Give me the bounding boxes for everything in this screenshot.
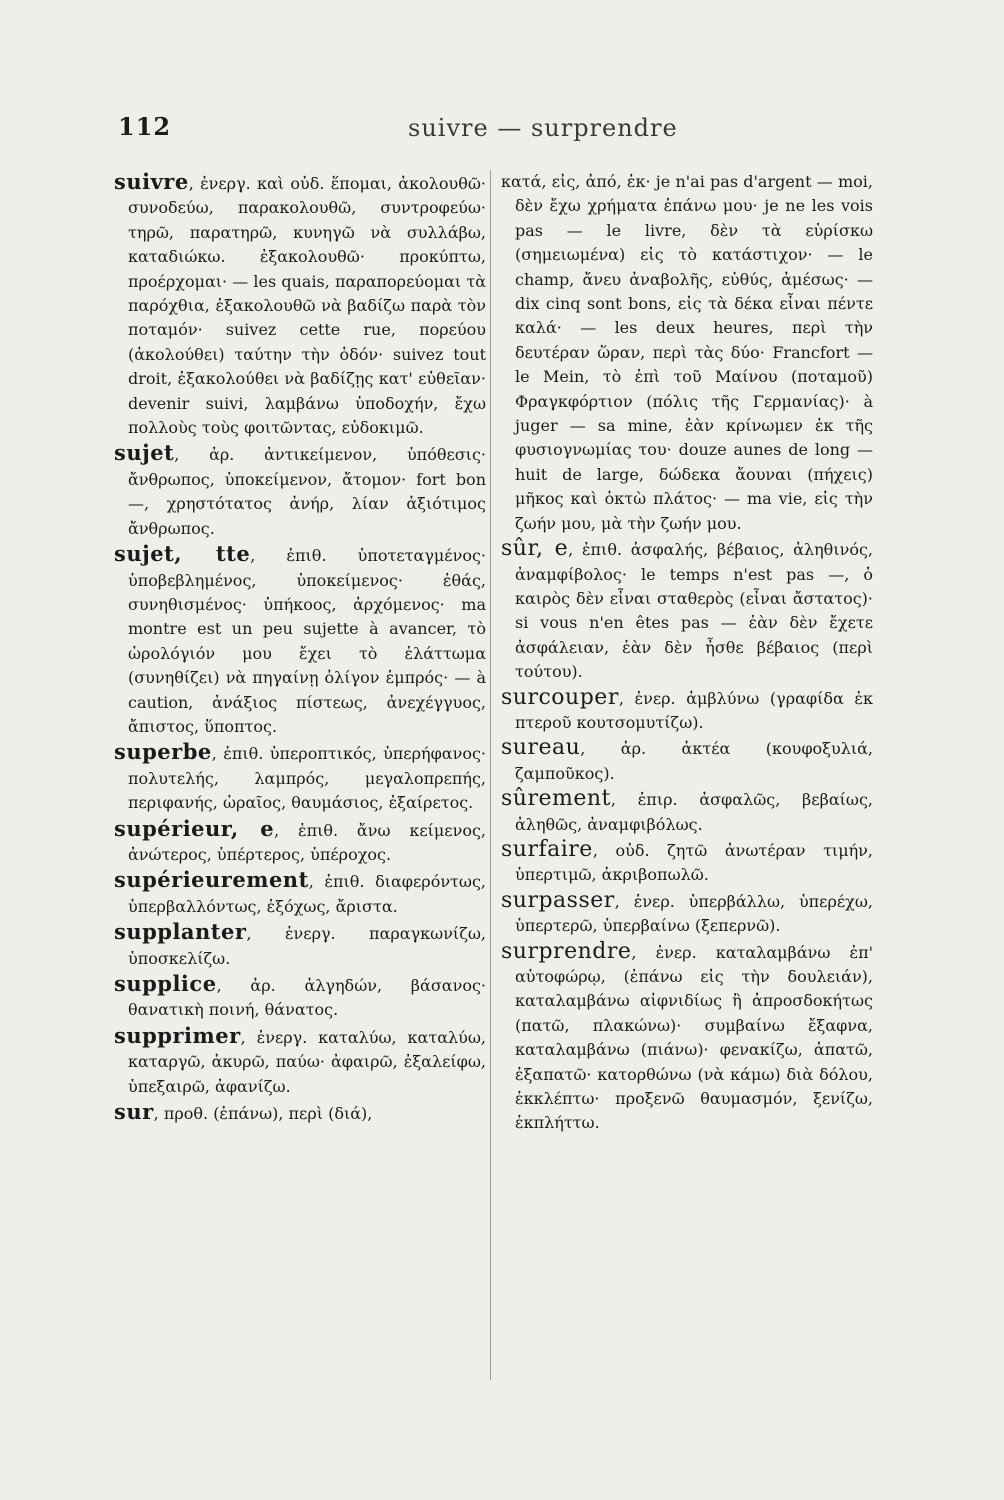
entry-headword: surfaire: [501, 836, 593, 862]
entry-definition: , ἐπιθ. ὑπεροπτικός, ὑπερήφανος· πολυτελής, λαμπρός, μεγαλοπρεπής, περιφανής, ὡραῖος, θαυμάσιος, ἐξαίρετος.: [128, 744, 486, 813]
entry-definition: κατά, εἰς, ἀπό, ἐκ· je n'ai pas d'argent — moi, δὲν ἔχω χρήματα ἐπάνω μου· je ne les vois pas — le livre, δὲν τὰ εὑρίσκω (σημειωμένα) εἰς τὸ κατάστιχον· — le champ, ἄνευ ἀναβολῆς, εὐθύς, ἀμέσως· — dix cinq sont bons, εἰς τὰ δέκα εἶναι πέντε καλά· — les deux heures, περὶ τὴν δευτέραν ὥραν, περὶ τὰς δύο· Francfort — le Mein, τὸ ἐπὶ τοῦ Μαίνου (ποταμοῦ) Φραγκφόρτιον (πόλις τῆς Γερμανίας)· à juger — sa mine, ἐὰν κρίνωμεν ἐκ τῆς φυσιογνωμίας του· douze aunes de long — huit de large, δώδεκα ἄουναι (πήχεις) μῆκος καὶ ὀκτὼ πλάτος· — ma vie, εἰς τὴν ζωήν μου, μὰ τὴν ζωήν μου.: [501, 172, 873, 533]
dictionary-entry: [501, 170, 873, 536]
entry-definition: , ἐπιθ. ἄνω κείμενος, ἀνώτερος, ὑπέρτερος, ὑπέροχος.: [128, 820, 486, 864]
dictionary-entry: [114, 972, 486, 1023]
left-column: [114, 170, 486, 1127]
dictionary-entry: [114, 817, 486, 868]
entry-headword: sûr, e: [501, 536, 569, 562]
entry-definition: , ἐπιθ. ὑποτεταγμένος· ὑποβεβλημένος, ὑποκείμενος· ἐθάς, συνηθισμένος· ὑπήκοος, ἀρχόμενος· ma montre est un peu sujette à avancer, τὸ ὡρολόγιόν μου ἔχει τὸ ἐλάττωμα (συνηθίζει) νὰ πηγαίνῃ ὀλίγον ἐμπρός· — à caution, ἀνάξιος πίστεως, ἀνεχέγγυος, ἄπιστος, ὕποπτος.: [128, 546, 486, 736]
entry-definition: , ἐνερ. καταλαμβάνω ἐπ' αὐτοφώρῳ, (ἐπάνω εἰς τὴν δουλειάν), καταλαμβάνω αἰφνιδίως ἢ ἀπροσδοκήτως (πατῶ, πλακώνω)· συμβαίνω ἔξαφνα, καταλαμβάνω (πιάνω)· φενακίζω, ἀπατῶ, ἐξαπατῶ· κατορθώνω (νὰ κάμω) διὰ δόλου, ἐκκλέπτω· προξενῶ θαυμασμόν, ξενίζω, ἐκπλήττω.: [515, 942, 873, 1133]
dictionary-entry: [501, 537, 873, 684]
entry-definition: , ἐνερ. ἀμβλύνω (γραφίδα ἐκ πτεροῦ κουτσομυτίζω).: [515, 688, 873, 732]
entry-headword: sureau: [501, 735, 581, 761]
dictionary-entry: [501, 686, 873, 736]
entry-headword: surpasser: [501, 887, 615, 913]
dictionary-entry: [114, 920, 486, 971]
dictionary-entry: [501, 940, 873, 1136]
entry-definition: , ἀρ. ἀλγηδών, βάσανος· θανατικὴ ποινή, θάνατος.: [128, 976, 486, 1020]
entry-headword: suivre: [114, 169, 189, 194]
entry-headword: sujet: [114, 440, 175, 466]
dictionary-entry: [114, 170, 486, 440]
dictionary-entry: [501, 889, 873, 939]
entry-definition: , οὐδ. ζητῶ ἀνωτέραν τιμήν, ὑπερτιμῶ, ἀκριβοπωλῶ.: [515, 840, 873, 885]
entry-definition: , ἐπιρ. ἀσφαλῶς, βεβαίως, ἀληθῶς, ἀναμφιβόλως.: [515, 790, 873, 834]
entry-headword: sûrement: [501, 786, 611, 812]
column-divider: [490, 170, 491, 1380]
right-column: [501, 170, 873, 1137]
entry-headword: surcouper: [501, 684, 619, 710]
entry-definition: , προθ. (ἐπάνω), περὶ (διά),: [153, 1104, 373, 1124]
dictionary-entry: [501, 736, 873, 786]
entry-headword: supprimer: [114, 1022, 241, 1048]
entry-definition: , ἀρ. ἀκτέα (κουφοξυλιά, ζαμποῦκος).: [515, 739, 873, 783]
dictionary-entry: [114, 1100, 486, 1126]
running-head: suivre — surprendre: [408, 114, 678, 142]
entry-definition: , ἐνεργ. παραγκωνίζω, ὑποσκελίζω.: [128, 924, 486, 968]
entry-definition: , ἐπιθ. διαφερόντως, ὑπερβαλλόντως, ἐξόχως, ἄριστα.: [128, 872, 486, 916]
dictionary-entry: [501, 838, 873, 888]
dictionary-entry: [501, 787, 873, 837]
entry-definition: , ἐνεργ. καὶ οὐδ. ἕπομαι, ἀκολουθῶ· συνοδεύω, παρακολουθῶ, συντροφεύω· τηρῶ, παρατηρῶ, κυνηγῶ νὰ συλλάβω, καταδιώκω. ἐξακολουθῶ· προκύπτω, προέρχομαι· — les quais, παραπορεύομαι τὰ παρόχθια, ἐξακολουθῶ νὰ βαδίζω παρὰ τὸν ποταμόν· suivez cette rue, πορεύου (ἀκολούθει) ταύτην τὴν ὁδόν· suivez tout droit, ἐξακολούθει νὰ βαδίζῃς κατ' εὐθεῖαν· devenir suivi, λαμβάνω ὑποδοχήν, ἔχω πολλοὺς τοὺς φοιτῶντας, εὐδοκιμῶ.: [128, 174, 486, 438]
dictionary-entry: [114, 441, 486, 541]
dictionary-entry: [114, 740, 486, 815]
entry-headword: supérieurement: [114, 867, 309, 893]
entry-headword: supplanter: [114, 919, 247, 945]
entry-headword: supplice: [114, 971, 217, 996]
entry-definition: , ἐπιθ. ἀσφαλής, βέβαιος, ἀληθινός, ἀναμφίβολος· le temps n'est pas —, ὁ καιρὸς δὲν εἶναι σταθερὸς (εἶναι ἄστατος)· si vous n'en êtes pas — ἐὰν δὲν ἔχετε ἀσφάλειαν, ἐὰν δὲν ἦσθε βέβαιος (περὶ τούτου).: [515, 540, 873, 682]
entry-definition: , ἐνεργ. καταλύω, καταλύω, καταργῶ, ἀκυρῶ, παύω· ἀφαιρῶ, ἐξαλείφω, ὑπεξαιρῶ, ἀφανίζω.: [128, 1027, 486, 1096]
dictionary-entry: [114, 542, 486, 739]
dictionary-entry: [114, 1024, 486, 1099]
entry-headword: superbe: [114, 739, 212, 765]
entry-definition: , ἀρ. ἀντικείμενον, ὑπόθεσις· ἄνθρωπος, ὑποκείμενον, ἄτομον· fort bon —, χρηστότατος ἀνήρ, λίαν ἀξιότιμος ἄνθρωπος.: [128, 445, 486, 538]
entry-headword: surprendre: [501, 938, 632, 964]
dictionary-entry: [114, 868, 486, 919]
page-number: 112: [118, 112, 172, 141]
entry-headword: supérieur, e: [114, 815, 275, 841]
entry-definition: , ἐνερ. ὑπερβάλλω, ὑπερέχω, ὑπερτερῶ, ὑπερβαίνω (ξεπερνῶ).: [515, 891, 873, 936]
entry-headword: sujet, tte: [114, 541, 251, 567]
entry-headword: sur: [114, 1099, 154, 1125]
